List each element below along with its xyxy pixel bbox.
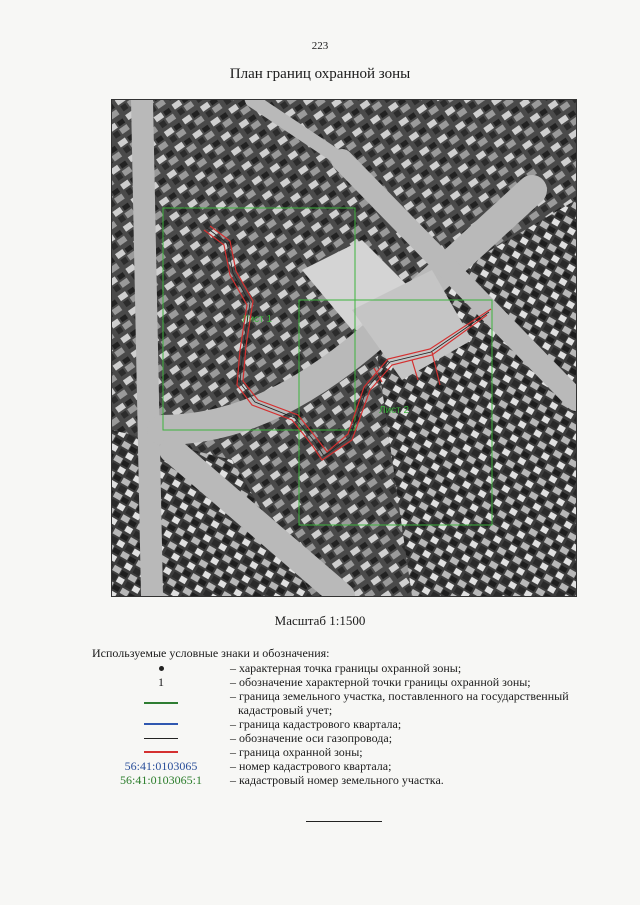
aerial-map bbox=[111, 99, 577, 597]
legend-text: – кадастровый номер земельного участка. bbox=[230, 773, 444, 787]
legend bbox=[92, 661, 592, 787]
red-line-icon bbox=[144, 751, 178, 753]
page-title: План границ охранной зоны bbox=[229, 66, 411, 82]
sheet2-label: Лист 2 bbox=[379, 405, 410, 416]
legend-symbol-text: 56:41:0103065 bbox=[124, 759, 198, 773]
black-line-icon bbox=[144, 738, 178, 739]
legend-item bbox=[92, 661, 592, 675]
legend-item bbox=[92, 745, 592, 759]
legend-item bbox=[92, 675, 592, 689]
sheet1-label: Лист 1 bbox=[242, 314, 273, 325]
dot-icon bbox=[159, 666, 164, 671]
legend-text: – номер кадастрового квартала; bbox=[230, 759, 392, 773]
legend-item bbox=[92, 717, 592, 731]
legend-item bbox=[92, 773, 592, 787]
footer-rule bbox=[306, 821, 382, 822]
legend-text: – граница охранной зоны; bbox=[230, 745, 363, 759]
page-number: 223 bbox=[311, 40, 329, 52]
legend-text: – граница земельного участка, поставленного на государственный bbox=[230, 689, 569, 703]
legend-text: – граница кадастрового квартала; bbox=[230, 717, 402, 731]
legend-item bbox=[92, 731, 592, 745]
map-scale: Масштаб 1:1500 bbox=[274, 613, 366, 628]
legend-text: – обозначение характерной точки границы охранной зоны; bbox=[230, 675, 531, 689]
legend-text-continued: кадастровый учет; bbox=[238, 703, 333, 717]
legend-text: – обозначение оси газопровода; bbox=[230, 731, 393, 745]
legend-text: – характерная точка границы охранной зоны; bbox=[230, 661, 462, 675]
legend-item bbox=[92, 689, 592, 717]
green-line-icon bbox=[144, 702, 178, 704]
legend-symbol-text: 56:41:0103065:1 bbox=[119, 773, 202, 787]
legend-item bbox=[92, 759, 592, 773]
blue-line-icon bbox=[144, 723, 178, 725]
legend-title: Используемые условные знаки и обозначения: bbox=[92, 646, 330, 660]
legend-symbol-text: 1 bbox=[158, 675, 164, 689]
